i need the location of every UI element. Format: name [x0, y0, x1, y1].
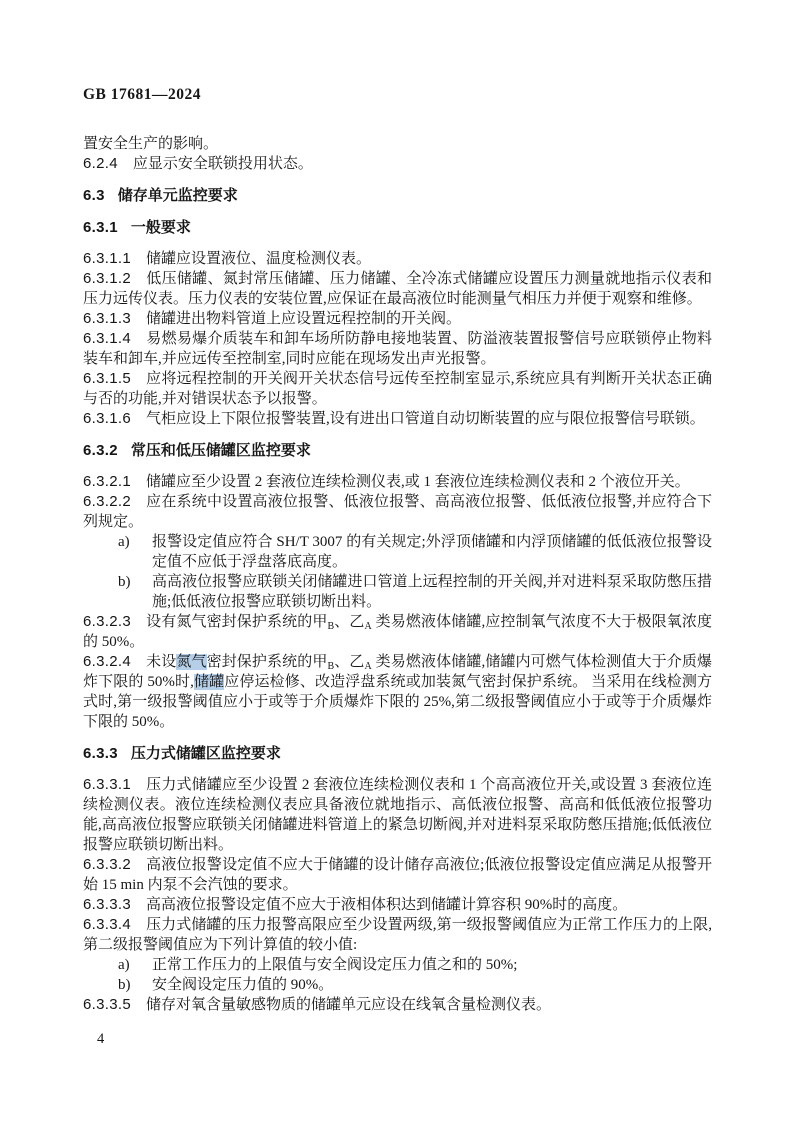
clause-6.3.2.4: [83, 652, 712, 732]
clause-number: 6.2.4: [83, 155, 118, 172]
clause-6.3.2.1: [83, 472, 712, 492]
section-number: 6.3: [83, 187, 105, 204]
section-heading-6.3.1: [83, 218, 712, 238]
list-item-text: 报警设定值应符合 SH/T 3007 的有关规定;外浮顶储罐和内浮顶储罐的低低液位报警设定值不应低于浮盘落底高度。: [152, 534, 712, 570]
list-item-a: [118, 955, 712, 975]
page-number: 4: [97, 1031, 105, 1047]
section-heading-6.3: [83, 186, 712, 206]
list-item-b: [118, 975, 712, 995]
clause-text: 储存对氧含量敏感物质的储罐单元应设在线氧含量检测仪表。: [145, 997, 551, 1013]
list-item-b: [118, 572, 712, 612]
list-marker: a): [118, 534, 130, 550]
clause-6.3.1.3: [83, 309, 712, 329]
clause-text: 类易燃液体储罐,应控制氧气浓度不大于极限氧浓度的 50%。: [83, 614, 712, 650]
clause-text: 高液位报警设定值不应大于储罐的设计储存高液位;低液位报警设定值应满足从报警开始 15 min 内泵不会汽蚀的要求。: [83, 857, 712, 893]
clause-6.3.1.5: [83, 369, 712, 409]
subscript-a: A: [364, 621, 372, 632]
subscript-b: B: [327, 661, 335, 672]
paragraph-text: 置安全生产的影响。: [83, 136, 219, 152]
section-number: 6.3.2: [83, 442, 118, 459]
clause-text: 密封保护系统的甲: [206, 654, 328, 670]
clause-number: 6.3.1.3: [83, 310, 131, 327]
clause-number: 6.3.2.3: [83, 613, 131, 630]
list-item-text: 正常工作压力的上限值与安全阀设定压力值之和的 50%;: [152, 957, 518, 973]
clause-6.2.4: [83, 154, 712, 174]
clause-text: 压力式储罐的压力报警高限应至少设置两级,第一级报警阈值应为正常工作压力的上限,第二级报警阈值应为下列计算值的较小值:: [83, 917, 712, 953]
section-title: 常压和低压储罐区监控要求: [130, 442, 311, 459]
subscript-b: B: [327, 621, 335, 632]
clause-text: 气柜应设上下限位报警装置,设有进出口管道自动切断装置的应与限位报警信号联锁。: [145, 411, 705, 427]
clause-6.3.2.3: [83, 612, 712, 652]
clause-number: 6.3.1.1: [83, 250, 131, 267]
clause-number: 6.3.3.1: [83, 776, 131, 793]
clause-number: 6.3.2.2: [83, 493, 131, 510]
clause-6.3.3.1: [83, 775, 712, 855]
clause-text: 设有氮气密封保护系统的甲: [145, 614, 328, 630]
clause-text: 未设: [145, 654, 177, 670]
clause-text: 应将远程控制的开关阀开关状态信号远传至控制室显示,系统应具有判断开关状态正确与否的功能,并对错误状态予以报警。: [83, 371, 712, 407]
clause-6.3.3.2: [83, 855, 712, 895]
clause-6.3.3.3: [83, 895, 712, 915]
clause-number: 6.3.2.4: [83, 653, 131, 670]
clause-text: 储罐进出物料管道上应设置远程控制的开关阀。: [145, 311, 461, 327]
section-heading-6.3.2: [83, 441, 712, 461]
clause-text: 、乙: [334, 614, 365, 630]
clause-number: 6.3.3.5: [83, 996, 131, 1013]
section-title: 压力式储罐区监控要求: [130, 745, 281, 762]
clause-text: 应停运检修、改造浮盘系统或加装氮气密封保护系统。 当采用在线检测方式时,第一级报警阈值应小于或等于介质爆炸下限的 25%,第二级报警阈值应小于或等于介质爆炸下限的 50%。: [83, 674, 712, 730]
clause-6.3.1.4: [83, 329, 712, 369]
highlighted-text: 氮气: [176, 654, 207, 670]
list-item-a: [118, 532, 712, 572]
list-marker: a): [118, 957, 130, 973]
list-item-text: 高高液位报警应联锁关闭储罐进口管道上远程控制的开关阀,并对进料泵采取防憋压措施;低低液位报警应联锁切断出料。: [152, 574, 712, 610]
clause-text: 应在系统中设置高液位报警、低液位报警、高高液位报警、低低液位报警,并应符合下列规定。: [83, 494, 712, 530]
clause-text: 高高液位报警设定值不应大于液相体积达到储罐计算容积 90%时的高度。: [145, 897, 628, 913]
clause-text: 低压储罐、氮封常压储罐、压力储罐、全冷冻式储罐应设置压力测量就地指示仪表和压力远传仪表。压力仪表的安装位置,应保证在最高液位时能测量气相压力并便于观察和维修。: [83, 271, 712, 307]
clause-number: 6.3.3.3: [83, 896, 131, 913]
list-marker: b): [118, 977, 131, 993]
clause-6.3.3.4: [83, 915, 712, 955]
clause-number: 6.3.3.4: [83, 916, 131, 933]
clause-text: 压力式储罐应至少设置 2 套液位连续检测仪表和 1 个高高液位开关,或设置 3 套液位连续检测仪表。液位连续检测仪表应具备液位就地指示、高低液位报警、高高和低低液位报警功能,高高液位报警应联锁关闭储罐进料管道上的紧急切断阀,并对进料泵采取防憋压措施;低低液位报警应联锁切断出料。: [83, 777, 712, 853]
clause-6.3.1.6: [83, 409, 712, 429]
clause-6.3.1.1: [83, 249, 712, 269]
clause-6.3.2.2: [83, 492, 712, 532]
document-number-header: GB 17681—2024: [83, 86, 202, 103]
section-title: 储存单元监控要求: [117, 187, 238, 204]
clause-text: 易燃易爆介质装车和卸车场所防静电接地装置、防溢液装置报警信号应联锁停止物料装车和卸车,并应远传至控制室,同时应能在现场发出声光报警。: [83, 331, 712, 367]
clause-6.3.3.5: [83, 995, 712, 1015]
clause-number: 6.3.3.2: [83, 856, 131, 873]
list-item-text: 安全阀设定压力值的 90%。: [152, 977, 334, 993]
paragraph-continuation: [83, 134, 712, 154]
clause-number: 6.3.1.4: [83, 330, 131, 347]
clause-text: 、乙: [334, 654, 365, 670]
section-number: 6.3.1: [83, 219, 118, 236]
clause-text: 储罐应设置液位、温度检测仪表。: [145, 251, 371, 267]
clause-number: 6.3.1.2: [83, 270, 131, 287]
clause-number: 6.3.1.5: [83, 370, 131, 387]
clause-text: 类易燃液体储罐,储罐内可燃气体检测值大于介质爆炸下限的 50%时,: [83, 654, 712, 690]
clause-text: 储罐应至少设置 2 套液位连续检测仪表,或 1 套液位连续检测仪表和 2 个液位开关。: [145, 474, 690, 490]
highlighted-text: 储罐: [193, 674, 225, 690]
clause-6.3.1.2: [83, 269, 712, 309]
section-title: 一般要求: [130, 219, 191, 236]
clause-number: 6.3.2.1: [83, 473, 131, 490]
list-marker: b): [118, 574, 131, 590]
section-heading-6.3.3: [83, 744, 712, 764]
clause-number: 6.3.1.6: [83, 410, 131, 427]
subscript-a: A: [364, 661, 372, 672]
document-body: [83, 134, 712, 1015]
section-number: 6.3.3: [83, 745, 118, 762]
clause-text: 应显示安全联锁投用状态。: [132, 156, 313, 172]
